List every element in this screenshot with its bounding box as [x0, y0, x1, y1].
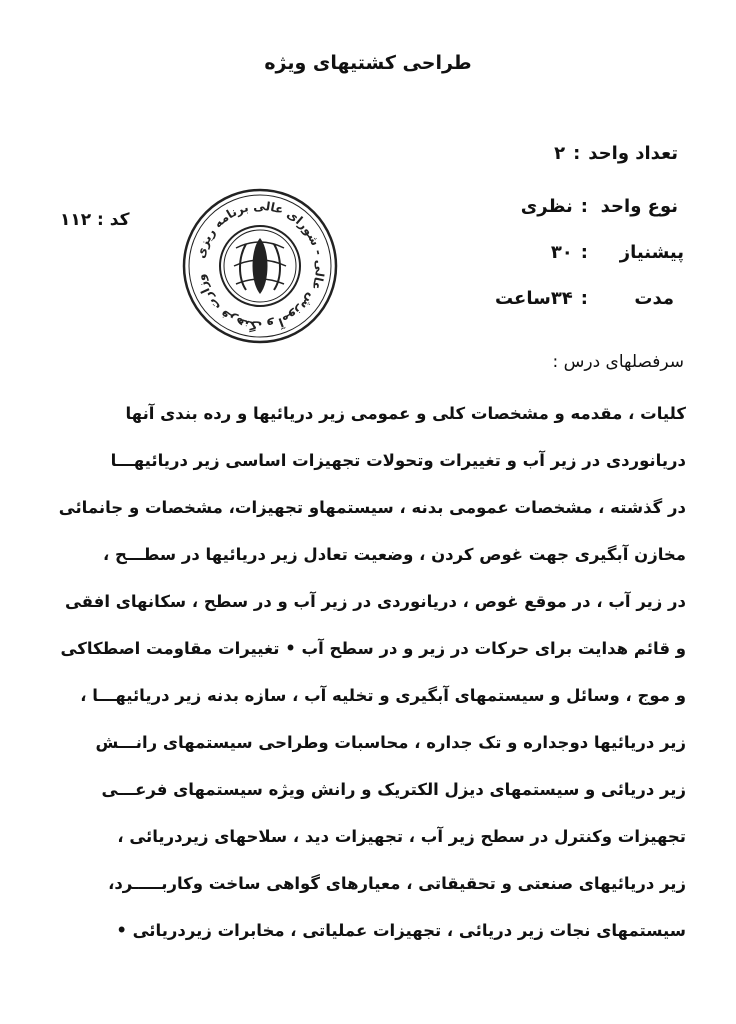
seal-ring-text: وزارت فرهنگ و آموزش عالی - شورای عالی برنامه ریزی — [193, 198, 328, 334]
seal-stamp-icon — [180, 186, 340, 346]
units-row: تعداد واحد:۲ — [554, 143, 678, 164]
syllabus-line: و موج ، وسائل و سیستمهای آبگیری و تخلیه آب ، سازه بدنه زیر دریائیهـــا ، — [80, 686, 686, 705]
syllabus-line: زیر دریائیهای صنعتی و تحقیقاتی ، معیارهای گواهی ساخت وکاربـــــرد، — [108, 874, 686, 893]
syllabus-line: سیستمهای نجات زیر دریائی ، تجهیزات عملیاتی ، مخابرات زیردریائی • — [116, 921, 686, 940]
type-row: نوع واحد:نظری — [520, 196, 678, 217]
syllabus-line: در گذشته ، مشخصات عمومی بدنه ، سیستمهاو تجهیزات، مشخصات و جانمائی — [58, 498, 686, 517]
units-value: ۲ — [554, 143, 566, 164]
type-label: نوع واحد — [600, 196, 678, 217]
duration-value: ۳۴ساعت — [495, 288, 573, 309]
type-value: نظری — [520, 196, 573, 217]
prereq-row: پیشنیاز:۳۰ — [550, 242, 684, 263]
code-value: ۱۱۲ — [60, 210, 92, 230]
course-code: کد : ۱۱۲ — [60, 210, 130, 230]
units-label: تعداد واحد — [588, 143, 678, 164]
syllabus-line: تجهیزات وکنترل در سطح زیر آب ، تجهیزات دید ، سلاحهای زیردریائی ، — [117, 827, 686, 846]
syllabus-line: در زیر آب ، در موقع غوص ، دریانوردی در زیر آب و در سطح ، سکانهای افقی — [64, 592, 686, 611]
duration-row: مدت:۳۴ساعت — [495, 288, 674, 309]
syllabus-line: دریانوردی در زیر آب و تغییرات وتحولات تجهیزات اساسی زیر دریائیهـــا — [110, 451, 686, 470]
syllabus-line: مخازن آبگیری جهت غوص کردن ، وضعیت تعادل زیر دریائیها در سطـــح ، — [102, 545, 686, 564]
official-seal — [180, 186, 340, 346]
syllabus-line: زیر دریائیها دوجداره و تک جداره ، محاسبات وطراحی سیستمهای رانـــش — [95, 733, 686, 752]
course-headings-label: سرفصلهای درس : — [552, 352, 684, 372]
prereq-value: ۳۰ — [550, 242, 573, 263]
code-label: کد — [109, 210, 130, 230]
course-syllabus-text — [50, 390, 686, 954]
document-title: طراحی کشتیهای ویژه — [264, 52, 472, 74]
syllabus-line: کلیات ، مقدمه و مشخصات کلی و عمومی زیر دریائیها و رده بندی آنها — [125, 404, 686, 423]
prereq-label: پیشنیاز — [619, 242, 684, 263]
duration-label: مدت — [634, 288, 674, 309]
syllabus-line: و قائم هدایت برای حرکات در زیر و در سطح آب • تغییرات مقاومت اصطکاکی — [60, 639, 686, 658]
syllabus-line: زیر دریائی و سیستمهای دیزل الکتریک و رانش ویژه سیستمهای فرعـــی — [101, 780, 686, 799]
